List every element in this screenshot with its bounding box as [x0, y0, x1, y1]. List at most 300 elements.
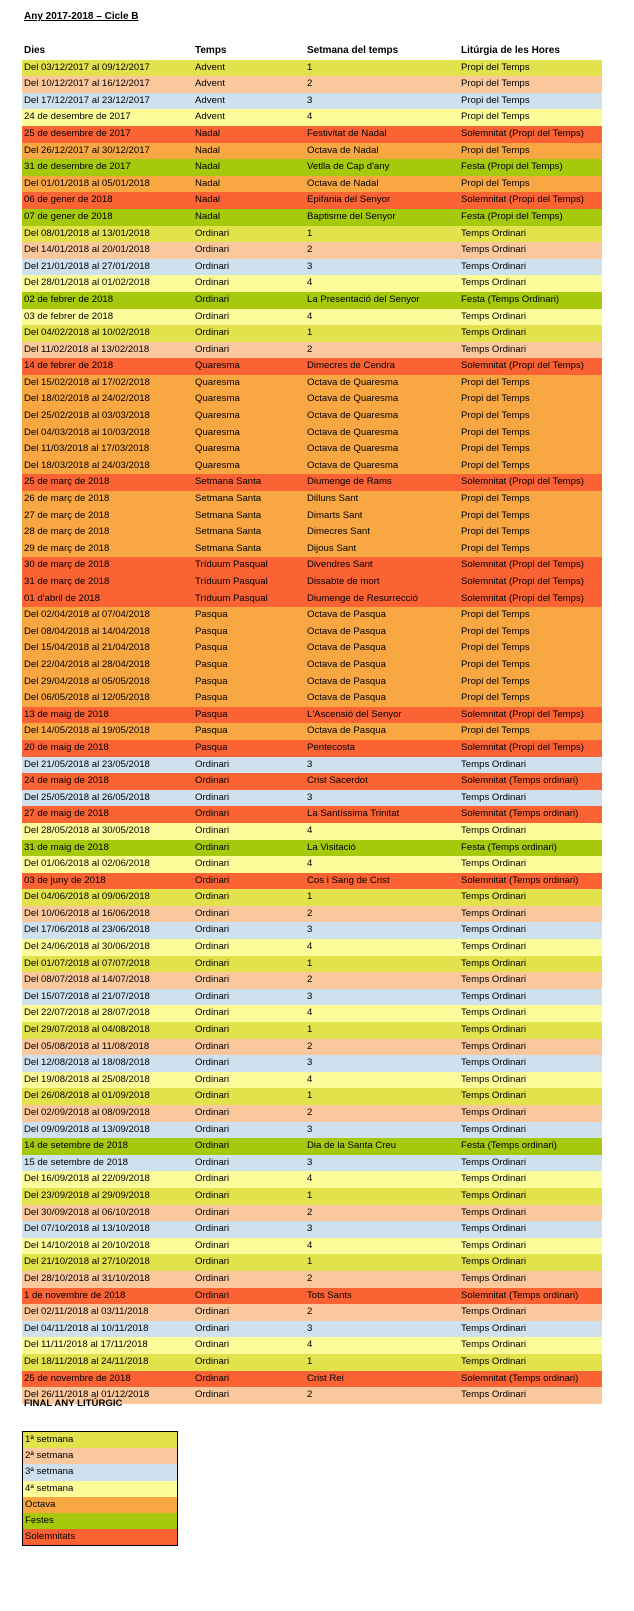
table-row [22, 391, 602, 408]
table-row [22, 491, 602, 508]
table-row [22, 906, 602, 923]
cell-temps: Nadal [195, 210, 221, 222]
cell-setmana: Octava de Quaresma [307, 410, 399, 422]
cell-dies: Del 18/11/2018 al 24/11/2018 [24, 1355, 149, 1367]
table-row [22, 1271, 602, 1288]
cell-temps: Ordinari [195, 1339, 230, 1351]
table-row [22, 1304, 602, 1321]
table-row [22, 707, 602, 724]
cell-liturgia: Temps Ordinari [461, 858, 527, 870]
cell-temps: Ordinari [195, 227, 230, 239]
cell-liturgia: Solemnitat (Propi del Temps) [461, 741, 584, 753]
cell-dies: Del 11/03/2018 al 17/03/2018 [24, 443, 150, 455]
cell-dies: Del 14/05/2018 al 19/05/2018 [24, 725, 150, 737]
cell-liturgia: Propi del Temps [461, 78, 530, 90]
cell-temps: Ordinari [195, 858, 230, 870]
cell-temps: Ordinari [195, 1272, 230, 1284]
table-row [22, 524, 602, 541]
cell-dies: Del 29/04/2018 al 05/05/2018 [24, 675, 150, 687]
cell-setmana: Dilluns Sant [307, 493, 359, 505]
cell-liturgia: Temps Ordinari [461, 1272, 527, 1284]
cell-temps: Ordinari [195, 1040, 230, 1052]
cell-temps: Ordinari [195, 1140, 230, 1152]
cell-temps: Pasqua [195, 675, 228, 687]
cell-temps: Ordinari [195, 1007, 230, 1019]
cell-dies: Del 09/09/2018 al 13/09/2018 [24, 1123, 150, 1135]
cell-dies: Del 08/01/2018 al 13/01/2018 [24, 227, 150, 239]
table-row [22, 806, 602, 823]
cell-temps: Ordinari [195, 1355, 230, 1367]
cell-setmana: 3 [307, 924, 313, 936]
cell-liturgia: Propi del Temps [461, 692, 530, 704]
cell-liturgia: Temps Ordinari [461, 1223, 527, 1235]
cell-temps: Ordinari [195, 990, 230, 1002]
table-row [22, 292, 602, 309]
cell-temps: Pasqua [195, 741, 228, 753]
cell-temps: Advent [195, 94, 225, 106]
cell-setmana: 1 [307, 227, 313, 239]
cell-liturgia: Solemnitat (Propi del Temps) [461, 559, 584, 571]
cell-dies: 27 de maig de 2018 [24, 808, 109, 820]
cell-dies: 30 de març de 2018 [24, 559, 110, 571]
cell-temps: Ordinari [195, 791, 230, 803]
cell-setmana: Epifania del Senyor [307, 194, 391, 206]
table-row [22, 889, 602, 906]
cell-dies: 29 de març de 2018 [24, 542, 110, 554]
cell-temps: Ordinari [195, 891, 230, 903]
cell-liturgia: Propi del Temps [461, 526, 530, 538]
cell-temps: Ordinari [195, 1289, 230, 1301]
cell-setmana: 2 [307, 1389, 313, 1401]
cell-dies: Del 15/02/2018 al 17/02/2018 [24, 376, 150, 388]
document-title: Any 2017-2018 – Cicle B [24, 11, 139, 22]
cell-temps: Setmana Santa [195, 476, 262, 488]
cell-setmana: 3 [307, 1123, 313, 1135]
cell-liturgia: Solemnitat (Temps ordinari) [461, 1289, 579, 1301]
table-row [22, 840, 602, 857]
cell-temps: Setmana Santa [195, 509, 262, 521]
cell-setmana: Octava de Pasqua [307, 609, 386, 621]
table-row [22, 1022, 602, 1039]
cell-temps: Nadal [195, 144, 221, 156]
cell-liturgia: Solemnitat (Propi del Temps) [461, 592, 584, 604]
cell-liturgia: Propi del Temps [461, 144, 530, 156]
cell-liturgia: Temps Ordinari [461, 1322, 527, 1334]
cell-temps: Tríduum Pasqual [195, 576, 268, 587]
cell-setmana: 2 [307, 1206, 313, 1218]
cell-liturgia: Temps Ordinari [461, 1090, 527, 1102]
table-row [22, 1238, 602, 1255]
cell-dies: Del 01/01/2018 al 05/01/2018 [24, 177, 150, 189]
table-row [22, 1188, 602, 1205]
cell-setmana: Octava de Pasqua [307, 625, 386, 637]
cell-setmana: 1 [307, 1090, 313, 1102]
cell-setmana: Diumenge de Resurrecció [307, 592, 418, 604]
cell-setmana: 2 [307, 1272, 313, 1284]
cell-temps: Ordinari [195, 758, 230, 770]
cell-setmana: 2 [307, 974, 313, 986]
header-setmana: Setmana del temps [307, 45, 399, 56]
cell-dies: Del 12/08/2018 al 18/08/2018 [24, 1057, 150, 1069]
cell-liturgia: Temps Ordinari [461, 1355, 527, 1367]
cell-liturgia: Temps Ordinari [461, 227, 527, 239]
cell-setmana: 1 [307, 891, 313, 903]
cell-setmana: 3 [307, 1156, 313, 1168]
cell-temps: Quaresma [195, 360, 240, 372]
cell-temps: Ordinari [195, 808, 230, 820]
cell-dies: Del 04/02/2018 al 10/02/2018 [24, 327, 150, 339]
table-row [22, 309, 602, 326]
cell-dies: 03 de juny de 2018 [24, 874, 106, 886]
cell-temps: Advent [195, 111, 225, 123]
cell-liturgia: Solemnitat (Temps ordinari) [461, 808, 579, 820]
cell-liturgia: Propi del Temps [461, 111, 530, 123]
cell-temps: Ordinari [195, 1206, 230, 1218]
cell-liturgia: Festa (Propi del Temps) [461, 210, 563, 222]
table-row [22, 76, 602, 93]
cell-temps: Advent [195, 78, 225, 90]
header-liturgia: Litúrgia de les Hores [461, 45, 560, 56]
cell-setmana: Crist Rei [307, 1372, 344, 1384]
cell-setmana: Dimarts Sant [307, 509, 363, 521]
table-row [22, 1138, 602, 1155]
cell-liturgia: Temps Ordinari [461, 824, 527, 836]
table-row [22, 823, 602, 840]
cell-temps: Setmana Santa [195, 526, 262, 538]
cell-setmana: La Visitació [307, 841, 356, 853]
cell-setmana: Dimecres de Cendra [307, 360, 395, 372]
cell-temps: Ordinari [195, 775, 230, 787]
cell-liturgia: Propi del Temps [461, 642, 530, 654]
cell-temps: Ordinari [195, 1306, 230, 1318]
cell-setmana: L'Ascensió del Senyor [307, 708, 402, 720]
cell-temps: Ordinari [195, 1024, 230, 1036]
cell-temps: Quaresma [195, 393, 240, 405]
cell-dies: Del 28/05/2018 al 30/05/2018 [24, 824, 150, 836]
table-row [22, 1122, 602, 1139]
table-row [22, 1055, 602, 1072]
table-row [22, 541, 602, 558]
table-row [22, 591, 602, 608]
cell-liturgia: Temps Ordinari [461, 1206, 527, 1218]
cell-dies: Del 11/02/2018 al 13/02/2018 [24, 343, 150, 355]
cell-liturgia: Temps Ordinari [461, 941, 527, 953]
table-row [22, 557, 602, 574]
cell-temps: Ordinari [195, 1256, 230, 1268]
table-row [22, 1072, 602, 1089]
table-row [22, 408, 602, 425]
cell-dies: Del 30/09/2018 al 06/10/2018 [24, 1206, 150, 1218]
cell-setmana: 1 [307, 1189, 313, 1201]
cell-temps: Ordinari [195, 841, 230, 853]
cell-setmana: 3 [307, 94, 313, 106]
cell-dies: Del 07/10/2018 al 13/10/2018 [24, 1223, 150, 1235]
cell-dies: 25 de novembre de 2018 [24, 1372, 131, 1384]
legend-item: 3ª setmana [23, 1464, 177, 1480]
cell-dies: Del 23/09/2018 al 29/09/2018 [24, 1189, 150, 1201]
legend-item: Solemnitats [23, 1529, 177, 1545]
cell-temps: Ordinari [195, 1123, 230, 1135]
cell-liturgia: Solemnitat (Propi del Temps) [461, 194, 584, 206]
cell-temps: Nadal [195, 194, 221, 206]
table-row [22, 1371, 602, 1388]
cell-liturgia: Propi del Temps [461, 675, 530, 687]
table-row [22, 1337, 602, 1354]
cell-temps: Nadal [195, 127, 221, 139]
cell-setmana: La Santíssima Trinitat [307, 808, 400, 820]
cell-dies: 26 de març de 2018 [24, 493, 110, 505]
cell-temps: Quaresma [195, 459, 240, 471]
table-row [22, 873, 602, 890]
cell-dies: Del 25/05/2018 al 26/05/2018 [24, 791, 150, 803]
cell-setmana: 1 [307, 61, 313, 73]
cell-liturgia: Festa (Temps ordinari) [461, 1140, 557, 1152]
table-row [22, 757, 602, 774]
cell-liturgia: Solemnitat (Propi del Temps) [461, 127, 584, 139]
table-row [22, 790, 602, 807]
cell-temps: Ordinari [195, 1156, 230, 1168]
cell-dies: 1 de novembre de 2018 [24, 1289, 126, 1301]
cell-dies: Del 08/04/2018 al 14/04/2018 [24, 625, 150, 637]
cell-setmana: Cos i Sang de Crist [307, 874, 390, 886]
table-row [22, 275, 602, 292]
cell-temps: Pasqua [195, 609, 228, 621]
cell-liturgia: Propi del Temps [461, 410, 530, 422]
cell-temps: Quaresma [195, 410, 240, 422]
cell-liturgia: Propi del Temps [461, 376, 530, 388]
table-row [22, 1221, 602, 1238]
cell-temps: Ordinari [195, 310, 230, 322]
cell-liturgia: Solemnitat (Propi del Temps) [461, 576, 584, 587]
table-row [22, 474, 602, 491]
cell-liturgia: Propi del Temps [461, 426, 530, 438]
cell-liturgia: Solemnitat (Temps ordinari) [461, 874, 579, 886]
table-row [22, 93, 602, 110]
cell-liturgia: Temps Ordinari [461, 310, 527, 322]
cell-liturgia: Temps Ordinari [461, 260, 527, 272]
cell-liturgia: Temps Ordinari [461, 974, 527, 986]
header-temps: Temps [195, 45, 227, 56]
cell-dies: Del 16/09/2018 al 22/09/2018 [24, 1173, 150, 1185]
cell-liturgia: Temps Ordinari [461, 1306, 527, 1318]
cell-dies: Del 26/12/2017 al 30/12/2017 [24, 144, 150, 156]
cell-temps: Setmana Santa [195, 493, 262, 505]
cell-setmana: 1 [307, 1024, 313, 1036]
cell-liturgia: Temps Ordinari [461, 1389, 527, 1401]
cell-dies: Del 01/07/2018 al 07/07/2018 [24, 957, 150, 969]
cell-temps: Ordinari [195, 824, 230, 836]
cell-liturgia: Propi del Temps [461, 393, 530, 405]
color-legend [22, 1431, 178, 1546]
cell-dies: Del 22/07/2018 al 28/07/2018 [24, 1007, 150, 1019]
cell-setmana: Octava de Quaresma [307, 459, 399, 471]
cell-setmana: Octava de Pasqua [307, 642, 386, 654]
cell-temps: Pasqua [195, 625, 228, 637]
cell-setmana: 2 [307, 244, 313, 256]
cell-dies: Del 15/04/2018 al 21/04/2018 [24, 642, 150, 654]
cell-liturgia: Temps Ordinari [461, 1256, 527, 1268]
table-row [22, 690, 602, 707]
cell-temps: Quaresma [195, 443, 240, 455]
cell-setmana: 1 [307, 957, 313, 969]
table-row [22, 242, 602, 259]
cell-temps: Pasqua [195, 658, 228, 670]
cell-liturgia: Temps Ordinari [461, 758, 527, 770]
cell-setmana: Octava de Pasqua [307, 658, 386, 670]
cell-dies: Del 17/06/2018 al 23/06/2018 [24, 924, 150, 936]
cell-liturgia: Festa (Propi del Temps) [461, 161, 563, 173]
cell-dies: Del 21/05/2018 al 23/05/2018 [24, 758, 150, 770]
cell-setmana: 2 [307, 1107, 313, 1118]
table-row [22, 1321, 602, 1338]
cell-dies: Del 04/06/2018 al 09/06/2018 [24, 891, 150, 903]
cell-dies: 28 de març de 2018 [24, 526, 110, 538]
cell-liturgia: Festa (Temps ordinari) [461, 841, 557, 853]
table-row [22, 1005, 602, 1022]
table-row [22, 657, 602, 674]
cell-dies: 13 de maig de 2018 [24, 708, 109, 720]
cell-liturgia: Temps Ordinari [461, 791, 527, 803]
table-row [22, 1288, 602, 1305]
table-row [22, 508, 602, 525]
table-row [22, 458, 602, 475]
cell-dies: Del 17/12/2017 al 23/12/2017 [24, 94, 150, 106]
table-row [22, 192, 602, 209]
cell-dies: 01 d'abril de 2018 [24, 592, 100, 604]
table-row [22, 740, 602, 757]
legend-item: Octava [23, 1497, 177, 1513]
cell-liturgia: Solemnitat (Propi del Temps) [461, 360, 584, 372]
cell-setmana: 2 [307, 1306, 313, 1318]
cell-dies: 24 de desembre de 2017 [24, 111, 131, 123]
cell-dies: 02 de febrer de 2018 [24, 293, 114, 305]
cell-temps: Ordinari [195, 1372, 230, 1384]
cell-dies: Del 15/07/2018 al 21/07/2018 [24, 990, 150, 1002]
cell-temps: Ordinari [195, 1107, 230, 1118]
cell-setmana: 3 [307, 1223, 313, 1235]
table-row [22, 1354, 602, 1371]
cell-setmana: 1 [307, 327, 313, 339]
cell-dies: 14 de setembre de 2018 [24, 1140, 129, 1152]
cell-temps: Ordinari [195, 343, 230, 355]
cell-liturgia: Festa (Temps Ordinari) [461, 293, 560, 305]
cell-dies: Del 28/01/2018 al 01/02/2018 [24, 277, 150, 289]
cell-dies: Del 02/11/2018 al 03/11/2018 [24, 1306, 149, 1318]
cell-temps: Pasqua [195, 725, 228, 737]
table-row [22, 856, 602, 873]
cell-setmana: 2 [307, 78, 313, 90]
cell-temps: Nadal [195, 177, 221, 189]
cell-temps: Ordinari [195, 277, 230, 289]
cell-dies: 07 de gener de 2018 [24, 210, 113, 222]
cell-liturgia: Propi del Temps [461, 94, 530, 106]
cell-setmana: 4 [307, 1339, 313, 1351]
cell-setmana: Vetlla de Cap d'any [307, 161, 390, 173]
cell-liturgia: Temps Ordinari [461, 1073, 527, 1085]
table-row [22, 159, 602, 176]
cell-liturgia: Propi del Temps [461, 509, 530, 521]
cell-liturgia: Temps Ordinari [461, 891, 527, 903]
cell-dies: Del 03/12/2017 al 09/12/2017 [24, 61, 150, 73]
cell-setmana: 4 [307, 277, 313, 289]
legend-item: Festes [23, 1513, 177, 1529]
cell-setmana: Octava de Quaresma [307, 443, 399, 455]
cell-temps: Ordinari [195, 1073, 230, 1085]
cell-setmana: Tots Sants [307, 1289, 352, 1301]
cell-liturgia: Propi del Temps [461, 725, 530, 737]
cell-temps: Ordinari [195, 260, 230, 272]
cell-setmana: Octava de Quaresma [307, 376, 399, 388]
cell-dies: Del 29/07/2018 al 04/08/2018 [24, 1024, 150, 1036]
cell-dies: Del 01/06/2018 al 02/06/2018 [24, 858, 150, 870]
cell-temps: Ordinari [195, 1189, 230, 1201]
table-row [22, 176, 602, 193]
table-body [22, 60, 602, 1404]
footer-note: FINAL ANY LITÚRGIC [24, 1398, 123, 1409]
table-row [22, 607, 602, 624]
cell-setmana: Dijous Sant [307, 542, 357, 554]
table-row [22, 1155, 602, 1172]
cell-setmana: 1 [307, 1355, 313, 1367]
cell-setmana: 3 [307, 1322, 313, 1334]
cell-dies: Del 14/01/2018 al 20/01/2018 [24, 244, 150, 256]
cell-liturgia: Temps Ordinari [461, 1040, 527, 1052]
cell-liturgia: Temps Ordinari [461, 244, 527, 256]
cell-dies: 31 de desembre de 2017 [24, 161, 131, 173]
cell-liturgia: Temps Ordinari [461, 1189, 527, 1201]
table-row [22, 1088, 602, 1105]
cell-dies: Del 06/05/2018 al 12/05/2018 [24, 692, 150, 704]
cell-setmana: Octava de Quaresma [307, 426, 399, 438]
cell-setmana: 2 [307, 343, 313, 355]
cell-liturgia: Solemnitat (Temps ordinari) [461, 1372, 579, 1384]
cell-dies: 03 de febrer de 2018 [24, 310, 114, 322]
table-row [22, 956, 602, 973]
cell-liturgia: Temps Ordinari [461, 1173, 527, 1185]
cell-setmana: Octava de Pasqua [307, 725, 386, 737]
table-row [22, 342, 602, 359]
cell-setmana: 4 [307, 310, 313, 322]
cell-temps: Tríduum Pasqual [195, 592, 268, 604]
cell-setmana: Pentecosta [307, 741, 356, 753]
cell-dies: 31 de març de 2018 [24, 576, 110, 587]
calendar-table [22, 43, 602, 1404]
cell-dies: Del 28/10/2018 al 31/10/2018 [24, 1272, 150, 1284]
cell-liturgia: Temps Ordinari [461, 1239, 527, 1251]
legend-item: 1ª setmana [23, 1432, 177, 1448]
cell-dies: 31 de maig de 2018 [24, 841, 109, 853]
cell-setmana: 4 [307, 941, 313, 953]
cell-dies: Del 04/03/2018 al 10/03/2018 [24, 426, 150, 438]
cell-dies: 25 de desembre de 2017 [24, 127, 131, 139]
table-row [22, 143, 602, 160]
cell-setmana: Octava de Nadal [307, 177, 379, 189]
table-row [22, 1254, 602, 1271]
table-row [22, 375, 602, 392]
cell-setmana: Diumenge de Rams [307, 476, 392, 488]
cell-setmana: 4 [307, 1073, 313, 1085]
cell-temps: Ordinari [195, 941, 230, 953]
cell-dies: Del 05/08/2018 al 11/08/2018 [24, 1040, 150, 1052]
cell-setmana: 3 [307, 791, 313, 803]
cell-temps: Ordinari [195, 244, 230, 256]
table-row [22, 773, 602, 790]
cell-liturgia: Solemnitat (Temps ordinari) [461, 775, 579, 787]
table-row [22, 109, 602, 126]
cell-liturgia: Temps Ordinari [461, 1057, 527, 1069]
cell-setmana: 4 [307, 1173, 313, 1185]
cell-dies: Del 10/06/2018 al 16/06/2018 [24, 907, 150, 919]
